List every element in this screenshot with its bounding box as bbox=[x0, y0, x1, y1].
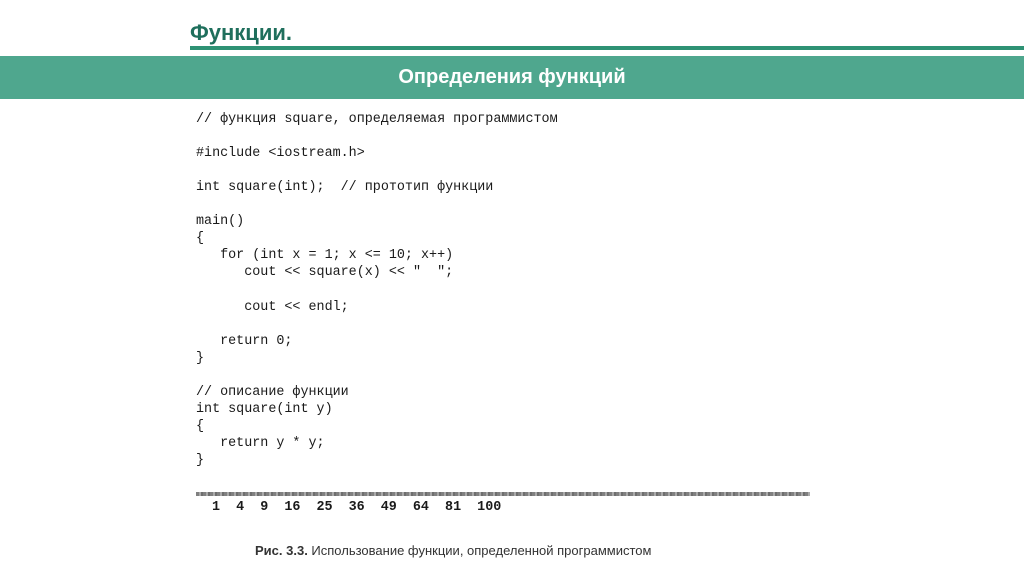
program-output: 1 4 9 16 25 36 49 64 81 100 bbox=[212, 500, 502, 515]
banner-title: Определения функций bbox=[398, 66, 626, 88]
code-line: // описание функции bbox=[196, 384, 349, 400]
code-listing bbox=[196, 111, 816, 469]
code-line: return 0; bbox=[196, 333, 293, 349]
code-line: // функция square, определяемая программистом bbox=[196, 112, 558, 127]
code-line: #include <iostream.h> bbox=[196, 146, 365, 162]
output-divider bbox=[196, 492, 810, 496]
code-line bbox=[196, 367, 816, 384]
code-line: } bbox=[196, 350, 205, 366]
slide-title: Функции. bbox=[190, 20, 292, 45]
section-banner bbox=[0, 56, 1024, 99]
figure-caption bbox=[255, 543, 651, 558]
code-line: cout << square(x) << " "; bbox=[196, 265, 454, 281]
code-line: int square(int y) bbox=[196, 401, 333, 417]
code-line bbox=[196, 128, 816, 145]
code-line: } bbox=[196, 452, 205, 468]
code-line: main() bbox=[196, 214, 245, 230]
code-line: { bbox=[196, 231, 205, 247]
code-line bbox=[196, 281, 816, 298]
code-line: int square(int); // прототип функции bbox=[196, 180, 494, 196]
code-line bbox=[196, 162, 816, 179]
code-line: { bbox=[196, 418, 205, 434]
caption-label: Рис. 3.3. bbox=[255, 543, 308, 558]
title-underline bbox=[190, 46, 1024, 50]
code-line: for (int x = 1; x <= 10; x++) bbox=[196, 248, 454, 264]
code-line: cout << endl; bbox=[196, 299, 349, 315]
code-line bbox=[196, 316, 816, 333]
caption-text: Использование функции, определенной программистом bbox=[307, 543, 652, 558]
code-line bbox=[196, 196, 816, 213]
code-line: return y * y; bbox=[196, 435, 325, 451]
